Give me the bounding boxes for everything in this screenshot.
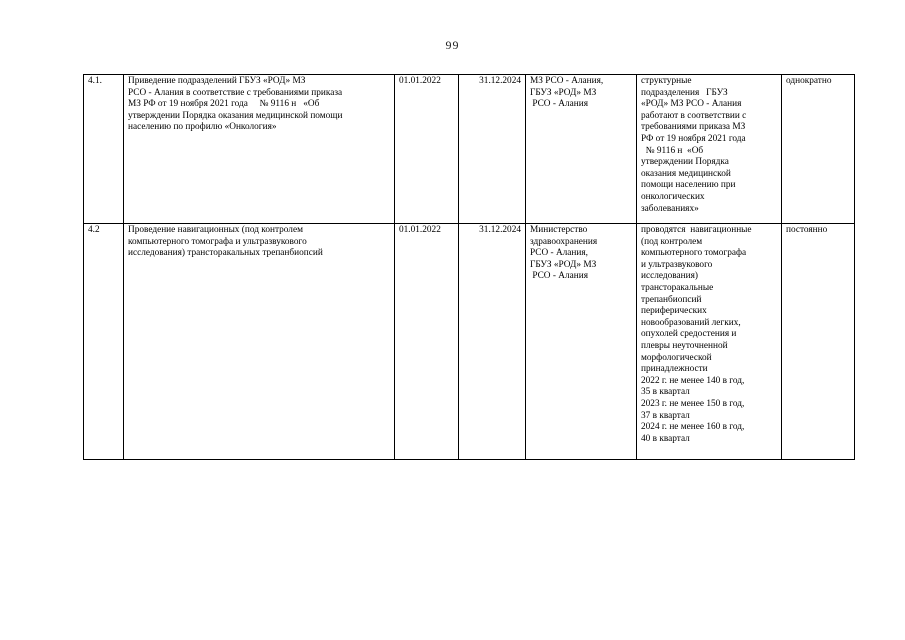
start-date: 01.01.2022 xyxy=(399,76,441,86)
result-cell xyxy=(637,75,782,224)
row-number-cell xyxy=(84,224,124,460)
result-line: работают в соответствии с xyxy=(641,110,747,121)
responsible-line: МЗ РСО - Алания, xyxy=(530,76,604,86)
responsible-line: РСО - Алания xyxy=(530,99,588,110)
result-line: 2024 г. не менее 160 в год, xyxy=(641,422,745,433)
frequency-cell xyxy=(782,75,855,224)
result-line: плевры неуточненной xyxy=(641,340,728,351)
result-line: № 9116 н «Об xyxy=(641,145,704,156)
start-date: 01.01.2022 xyxy=(399,225,441,235)
activity-line: МЗ РФ от 19 ноября 2021 года № 9116 н «Об xyxy=(128,99,320,110)
result-line: 40 в квартал xyxy=(641,433,690,444)
table-row xyxy=(84,75,855,224)
result-line: онкологических xyxy=(641,191,705,202)
activity-line: исследования) трансторакальных трепанбиопсий xyxy=(128,248,323,259)
end-date: 31.12.2024 xyxy=(479,76,521,86)
activity-line: компьютерного томографа и ультразвукового xyxy=(128,236,307,247)
end-date: 31.12.2024 xyxy=(479,225,521,235)
result-line: помощи населению при xyxy=(641,180,736,191)
start-date-cell xyxy=(395,224,459,460)
responsible-line: ГБУЗ «РОД» МЗ xyxy=(530,259,597,270)
result-line: РФ от 19 ноября 2021 года xyxy=(641,133,746,144)
end-date-cell xyxy=(459,224,526,460)
result-line: оказания медицинской xyxy=(641,168,731,179)
result-line: подразделения ГБУЗ xyxy=(641,87,728,98)
result-line: 35 в квартал xyxy=(641,387,690,398)
row-number: 4.1. xyxy=(88,76,102,86)
frequency-cell xyxy=(782,224,855,460)
activity-line: Проведение навигационных (под контролем xyxy=(128,225,303,235)
result-cell xyxy=(637,224,782,460)
responsible-cell xyxy=(526,75,637,224)
result-line: «РОД» МЗ РСО - Алания xyxy=(641,99,742,110)
activity-cell xyxy=(124,75,395,224)
responsible-line: здравоохранения xyxy=(530,236,598,247)
result-line: утверждении Порядка xyxy=(641,157,729,168)
result-line: трансторакальные xyxy=(641,282,714,293)
row-number: 4.2 xyxy=(88,225,100,235)
row-number-cell xyxy=(84,75,124,224)
result-line: исследования) xyxy=(641,271,698,282)
result-line: 2022 г. не менее 140 в год, xyxy=(641,375,745,386)
start-date-cell xyxy=(395,75,459,224)
result-line: опухолей средостения и xyxy=(641,329,737,340)
result-line: 2023 г. не менее 150 в год, xyxy=(641,398,745,409)
table-row xyxy=(84,224,855,460)
activity-line: РСО - Алания в соответствие с требованиями приказа xyxy=(128,87,343,98)
result-line: проводятся навигационные xyxy=(641,225,752,235)
result-line: заболеваниях» xyxy=(641,203,699,214)
page-number: 99 xyxy=(445,38,460,52)
result-line: требованиями приказа МЗ xyxy=(641,122,746,133)
result-line: трепанбиопсий xyxy=(641,294,702,305)
frequency: постоянно xyxy=(786,225,828,235)
responsible-line: ГБУЗ «РОД» МЗ xyxy=(530,87,597,98)
responsible-line: Министерство xyxy=(530,225,588,235)
activity-cell xyxy=(124,224,395,460)
result-line: 37 в квартал xyxy=(641,410,690,421)
result-line: и ультразвукового xyxy=(641,259,713,270)
activity-line: Приведение подразделений ГБУЗ «РОД» МЗ xyxy=(128,76,306,86)
result-line: (под контролем xyxy=(641,236,703,247)
activity-line: утверждении Порядка оказания медицинской помощи xyxy=(128,110,343,121)
activity-line: населению по профилю «Онкология» xyxy=(128,122,277,133)
result-line: морфологической xyxy=(641,352,712,363)
frequency: однократно xyxy=(786,76,832,86)
result-line: новообразований легких, xyxy=(641,317,741,328)
responsible-cell xyxy=(526,224,637,460)
result-line: структурные xyxy=(641,76,692,86)
result-line: принадлежности xyxy=(641,364,708,375)
end-date-cell xyxy=(459,75,526,224)
result-line: компьютерного томографа xyxy=(641,248,747,259)
responsible-line: РСО - Алания xyxy=(530,271,588,282)
responsible-line: РСО - Алания, xyxy=(530,248,588,259)
measures-table xyxy=(83,74,855,460)
result-line: периферических xyxy=(641,306,707,317)
